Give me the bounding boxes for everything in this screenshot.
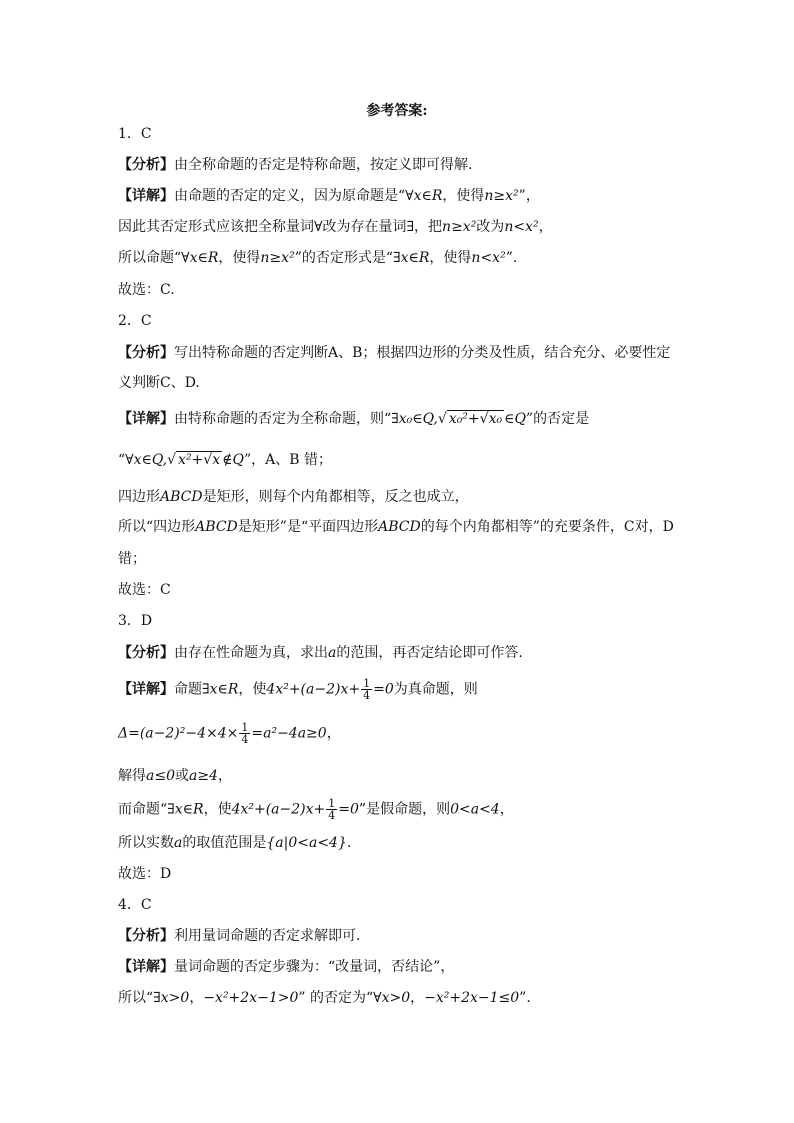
q1-detail-line-2 (118, 217, 553, 237)
text: ，使 (238, 681, 267, 698)
math: 4x²+(a−2)x+ (231, 801, 326, 818)
text: ， (410, 990, 425, 1006)
q3-detail-line-5 (118, 833, 351, 853)
q2-detail-line-2: “∀x∈Q,√ x²+√x ∉Q”，A、B 错； (118, 452, 332, 468)
math: ∀x∈R (181, 250, 219, 266)
q3-number: 3．D (118, 613, 153, 629)
analysis-tag: 【分析】 (118, 645, 174, 661)
math: =0 (373, 681, 394, 698)
q2-number: 2．C (118, 313, 152, 329)
analysis-text: 写出特称命题的否定判断A、B；根据四边形的分类及性质，结合充分、必要性定 (174, 345, 671, 361)
text: 而命题“ (118, 801, 168, 818)
math: a (174, 835, 183, 851)
text: ”的否定形式是“ (294, 250, 394, 266)
text: ， (499, 801, 514, 818)
text: ” 的否定为“ (298, 990, 374, 1006)
q4-analysis (118, 926, 360, 946)
math: ABCD (378, 519, 421, 535)
page-title: 参考答案: (366, 103, 428, 119)
text: 因此其否定形式应该把全称量词∀改为存在量词∃，把 (118, 219, 443, 235)
fraction (361, 678, 372, 701)
q3-detail-line-1 (118, 678, 478, 701)
math: ∀x∈Q, (125, 452, 168, 468)
analysis-tag: 【分析】 (118, 157, 174, 173)
text: ，使 (203, 801, 232, 818)
text: ，使得 (442, 188, 485, 204)
q1-detail-line-3 (118, 248, 517, 268)
math: n≥x² (260, 250, 295, 266)
q1-detail-line-1 (118, 186, 540, 206)
text: ”. (505, 250, 518, 266)
q2-analysis-line-2: 义判断C、D. (118, 375, 200, 391)
q4-detail-line-1 (118, 957, 454, 977)
text: 所以命题“ (118, 250, 182, 266)
text: 改为 (476, 219, 505, 235)
fraction (239, 722, 250, 745)
analysis-text: 由全称命题的否定是特称命题，按定义即可得解. (174, 157, 473, 173)
math: −x²+2x−1≤0 (424, 990, 520, 1006)
math: =0 (338, 801, 359, 818)
text: ， (189, 990, 204, 1006)
detail-tag: 【详解】 (118, 411, 174, 427)
math: ∃x>0 (153, 990, 190, 1006)
text: ”. (519, 990, 531, 1006)
math: ∀x>0 (373, 990, 411, 1006)
detail-tag: 【详解】 (118, 188, 174, 204)
denominator: 4 (241, 733, 249, 746)
text: ，使得 (429, 250, 472, 266)
q1-answer: 故选：C. (118, 282, 175, 298)
analysis-tag: 【分析】 (118, 928, 174, 944)
text: 的每个内角都相等”的充要条件，C对，D (420, 519, 674, 535)
q3-analysis (118, 643, 523, 663)
text: 由存在性命题为真，求出 (174, 645, 328, 661)
math: ∃x₀∈Q, (391, 411, 438, 427)
numerator: 1 (241, 721, 249, 734)
math: n<x² (471, 250, 506, 266)
text: ， (217, 768, 232, 784)
text: ”， (518, 188, 540, 204)
text: 由特称命题的否定为全称命题，则“ (174, 411, 392, 427)
math: {a|0<a<4} (266, 835, 347, 851)
text: ”的否定是 (525, 411, 590, 427)
math: n≥x² (442, 219, 477, 235)
math: n≥x² (484, 188, 519, 204)
math: Δ=(a−2)²−4×4× (118, 725, 239, 742)
text: 所以实数 (118, 835, 174, 851)
q2-analysis-line-1 (118, 343, 670, 363)
q3-answer: 故选：D (118, 866, 172, 882)
q4-detail-line-2 (118, 988, 531, 1008)
detail-tag: 【详解】 (118, 681, 174, 698)
text: 由命题的否定的定义，因为原命题是“ (174, 188, 406, 204)
q2-detail-line-5: 错； (118, 551, 146, 567)
numerator: 1 (363, 677, 371, 690)
denominator: 4 (328, 809, 336, 822)
text: 是矩形”是“平面四边形 (237, 519, 379, 535)
text: 或 (174, 768, 189, 784)
math: ∃x∈R (167, 801, 204, 818)
text: ， (538, 219, 553, 235)
q2-detail-line-3 (118, 487, 469, 507)
sqrt-expression: x²+√x (178, 452, 221, 468)
math: 4x²+(a−2)x+ (266, 681, 361, 698)
math: ∈Q (504, 411, 526, 427)
q2-answer: 故选：C (118, 582, 171, 598)
q3-detail-line-2 (118, 722, 341, 745)
text: 解得 (118, 768, 146, 784)
detail-tag: 【详解】 (118, 959, 174, 975)
q1-number: 1．C (118, 126, 152, 142)
math: ∀x∈R (405, 188, 443, 204)
text: 四边形 (118, 489, 160, 505)
fraction (326, 798, 337, 821)
math: ABCD (195, 519, 238, 535)
sqrt-expression: x₀²+√x₀ (448, 411, 503, 427)
math: ∃x∈R (393, 250, 430, 266)
text: 命题 (174, 681, 202, 698)
math: a (328, 645, 337, 661)
math: ∃x∈R (202, 681, 239, 698)
text: ，使得 (218, 250, 261, 266)
text: ”，A、B 错； (243, 452, 332, 468)
numerator: 1 (328, 797, 336, 810)
text: 为真命题，则 (393, 681, 478, 698)
q4-number: 4．C (118, 897, 152, 913)
math: n<x² (504, 219, 539, 235)
text: 的范围，再否定结论即可作答. (336, 645, 523, 661)
math: =a²−4a≥0 (251, 725, 327, 742)
math: ∉Q (222, 452, 244, 468)
denominator: 4 (363, 689, 371, 702)
text: 所以“四边形 (118, 519, 196, 535)
q1-analysis (118, 155, 472, 175)
math: a≤0 (146, 768, 175, 784)
math: 0<a<4 (450, 801, 500, 818)
math: −x²+2x−1>0 (203, 990, 299, 1006)
q3-detail-line-3 (118, 766, 232, 786)
text: . (346, 835, 352, 851)
text: “ (118, 452, 126, 468)
q2-detail-line-1: 【详解】由特称命题的否定为全称命题，则“∃x₀∈Q,√ x₀²+√x₀ ∈Q”的否定是 (118, 411, 590, 427)
math: ABCD (160, 489, 203, 505)
q3-detail-line-4 (118, 798, 514, 821)
text: ”是假命题，则 (358, 801, 451, 818)
text: 是矩形，则每个内角都相等，反之也成立， (202, 489, 469, 505)
math: a≥4 (188, 768, 218, 784)
q2-detail-line-4 (118, 517, 674, 537)
analysis-text: 利用量词命题的否定求解即可. (174, 928, 361, 944)
text: ， (326, 725, 341, 742)
text: 量词命题的否定步骤为：“改量词，否结论”， (174, 959, 455, 975)
analysis-tag: 【分析】 (118, 345, 174, 361)
text: 所以“ (118, 990, 154, 1006)
text: 的取值范围是 (182, 835, 267, 851)
